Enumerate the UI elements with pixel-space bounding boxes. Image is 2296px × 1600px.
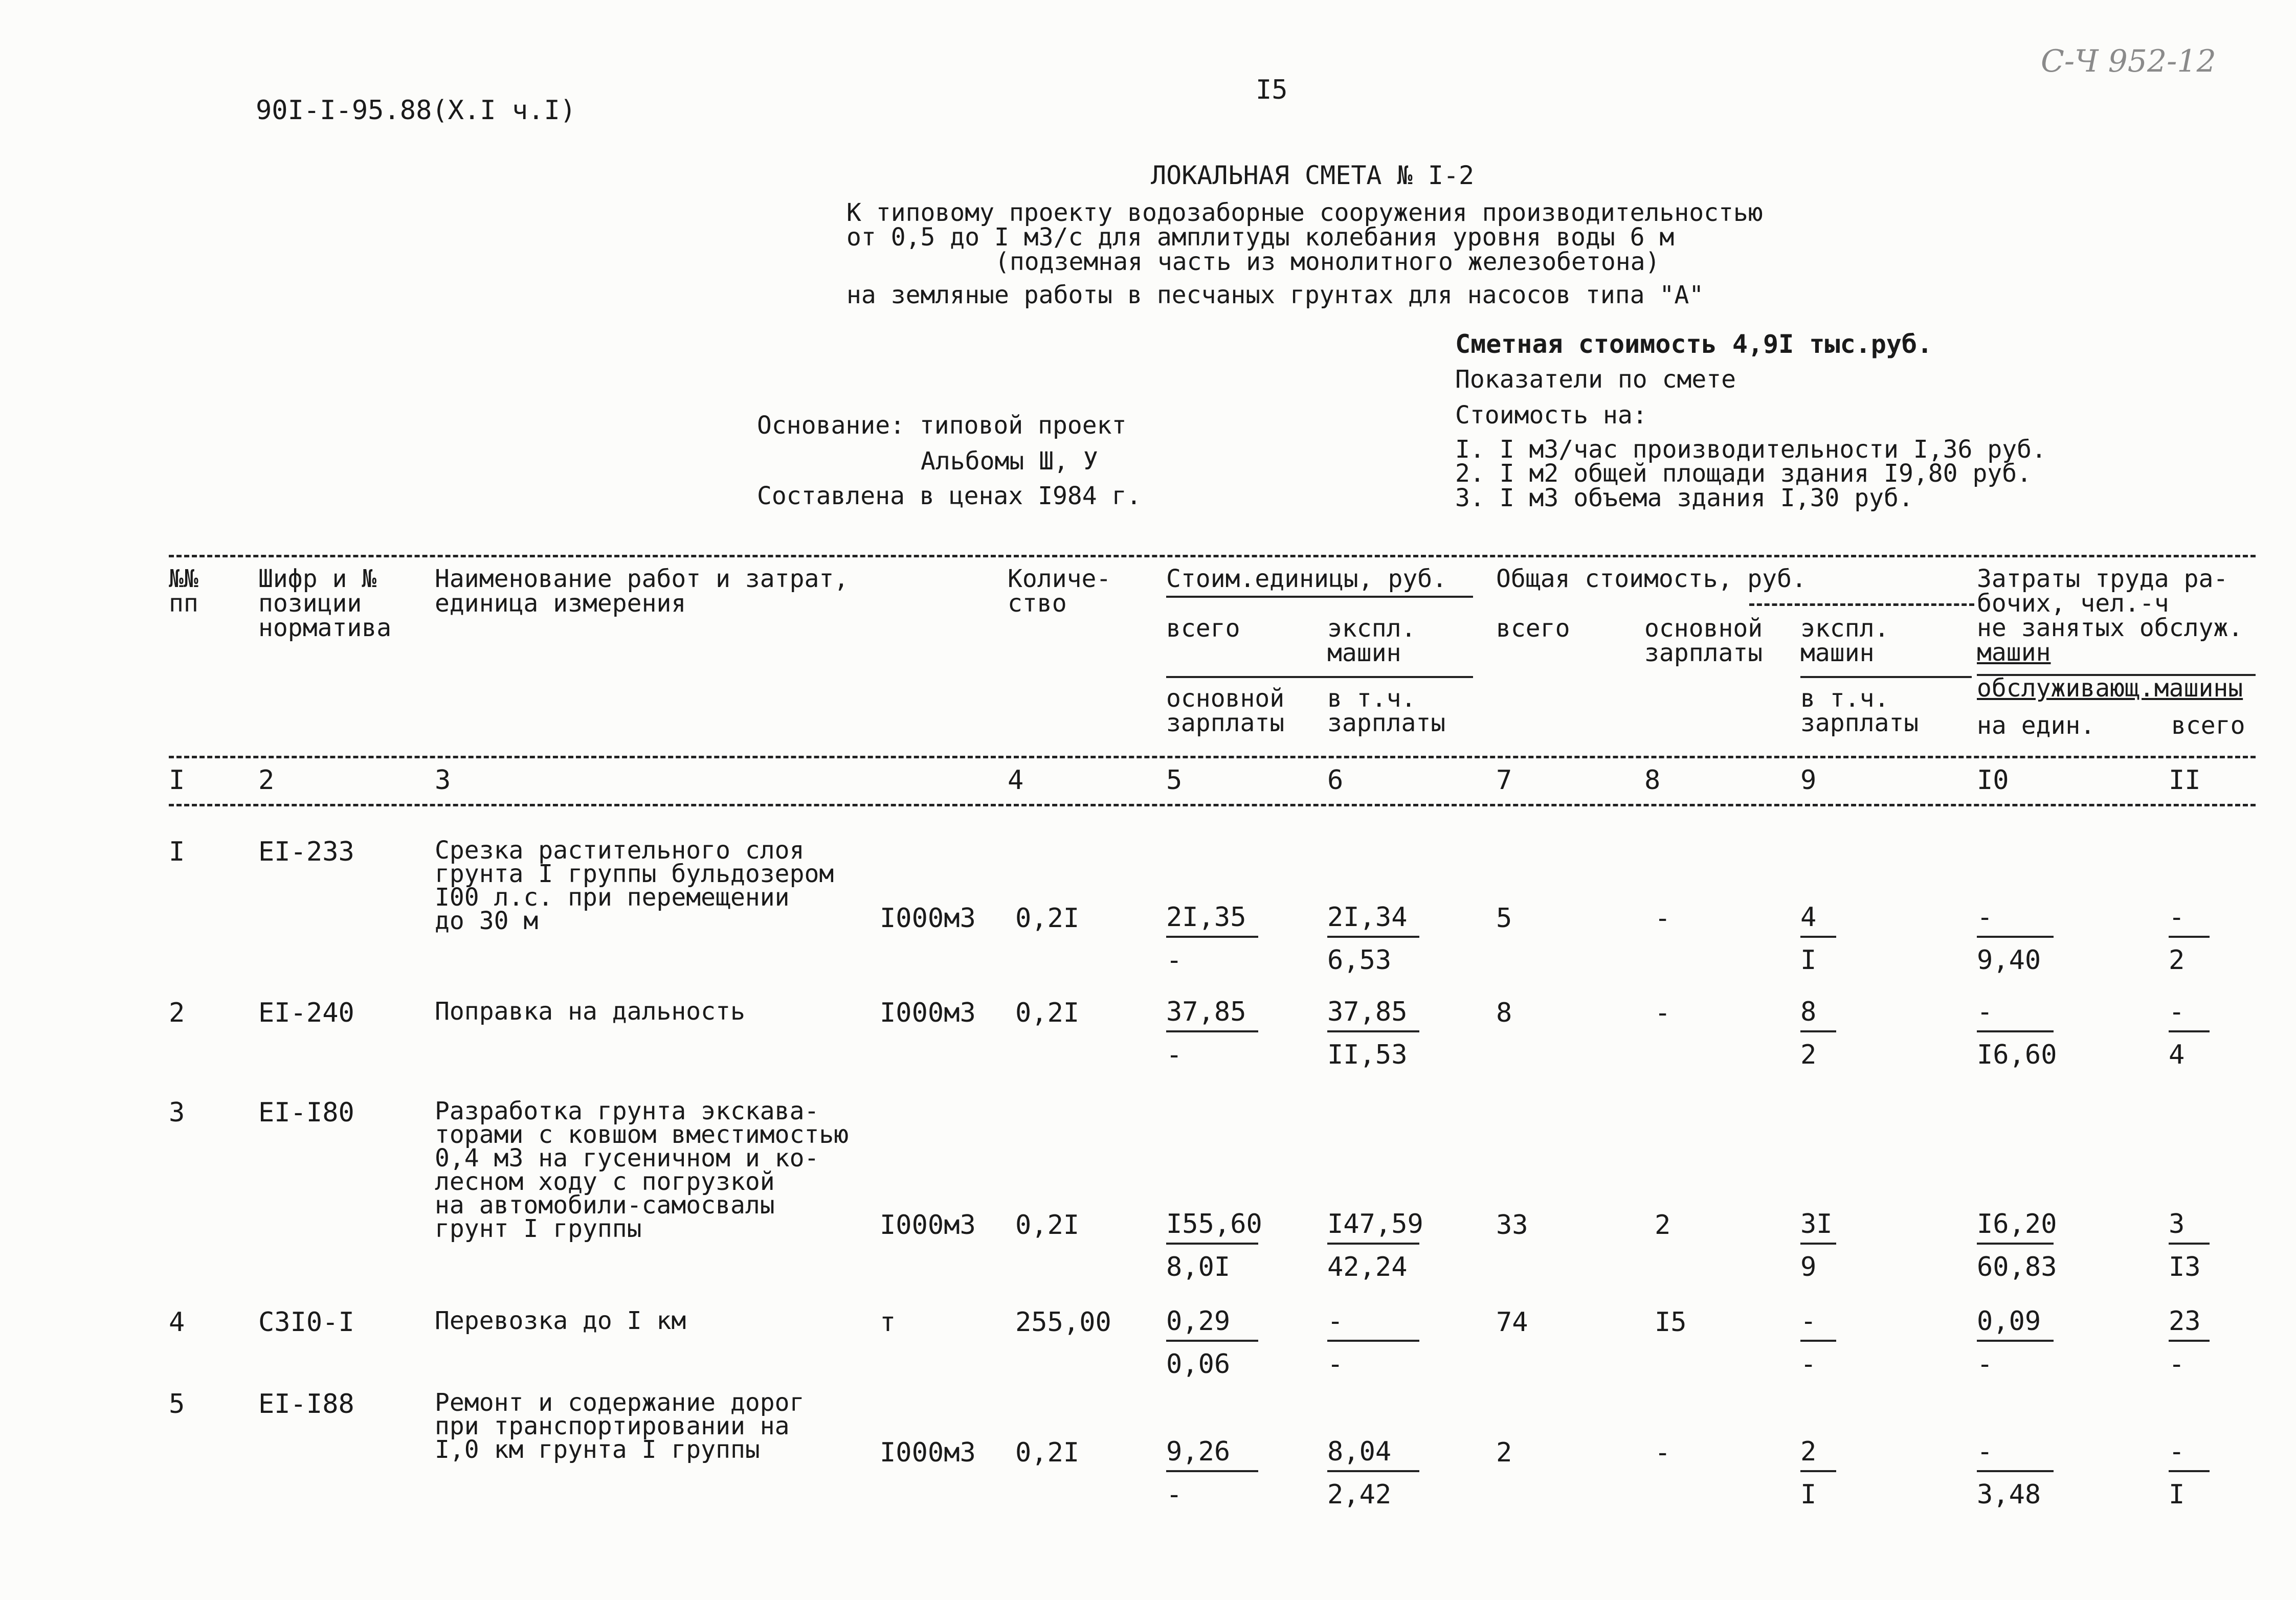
row-unit-cost-total-bottom: -	[1166, 1479, 1183, 1510]
row-labor-total-top: -	[2169, 997, 2185, 1027]
row-work-name	[435, 836, 834, 935]
row-code: EI-233	[258, 837, 354, 867]
header-col-9-rule	[1800, 676, 1972, 678]
basis-line-3: Составлена в ценах I984 г.	[757, 482, 1142, 510]
header-labor-subgroup: обслуживающ.машины	[1977, 674, 2243, 703]
row-unit-cost-total	[1166, 902, 1258, 976]
row-unit-cost-machines-bottom: 42,24	[1327, 1252, 1408, 1282]
row-total-machines-fraction-bar	[1800, 1030, 1836, 1032]
row-unit: I000м3	[880, 1437, 976, 1468]
row-labor-per-unit	[1977, 997, 2057, 1070]
header-unit-cost-rule	[1166, 596, 1473, 598]
row-unit-cost-machines	[1327, 1436, 1419, 1510]
row-labor-total-fraction-bar	[2169, 1243, 2210, 1245]
indicators-label: Показатели по смете	[1455, 365, 1736, 394]
row-labor-total-bottom: 2	[2169, 945, 2185, 976]
row-work-name-line: I,0 км грунта I группы	[435, 1435, 760, 1464]
row-labor-per-unit	[1977, 1209, 2057, 1282]
row-work-name-line: до 30 м	[435, 907, 539, 935]
row-unit-cost-machines-fraction-bar	[1327, 1340, 1419, 1342]
col-number-8: 8	[1644, 765, 1661, 796]
row-unit-cost-total-fraction-bar	[1166, 1030, 1258, 1032]
row-total-machines-top: 2	[1800, 1436, 1817, 1467]
row-code: C3I0-I	[258, 1307, 354, 1338]
row-labor-per-unit-bottom: 3,48	[1977, 1479, 2041, 1510]
row-unit-cost-total-bottom: -	[1166, 945, 1183, 976]
row-unit-cost-total-bottom: 0,06	[1166, 1349, 1231, 1380]
row-total-machines	[1800, 1209, 1836, 1282]
row-total-cost: 33	[1496, 1210, 1528, 1241]
row-labor-total-top: -	[2169, 902, 2185, 933]
row-unit-cost-machines-bottom: 6,53	[1327, 945, 1392, 976]
row-quantity: 0,2I	[1015, 1437, 1080, 1468]
row-unit: I000м3	[880, 1210, 976, 1241]
row-number: 3	[169, 1097, 185, 1128]
title-line-1: К типовому проекту водозаборные сооружения производительностью	[846, 198, 1763, 227]
header-col-1: №№ пп	[169, 565, 198, 618]
header-total-cost-rule	[1749, 603, 1974, 606]
row-unit-cost-total-bottom: -	[1166, 1040, 1183, 1070]
row-labor-total-top: -	[2169, 1436, 2185, 1467]
row-total-machines-bottom: 9	[1800, 1252, 1817, 1282]
row-work-name-line: Ремонт и содержание дорог	[435, 1388, 805, 1417]
row-unit-cost-machines-fraction-bar	[1327, 1030, 1419, 1032]
header-col-2: Шифр и № позиции норматива	[258, 565, 392, 642]
row-labor-per-unit-fraction-bar	[1977, 1030, 2054, 1032]
row-total-machines-top: 4	[1800, 902, 1817, 933]
row-total-machines-fraction-bar	[1800, 1470, 1836, 1472]
cost-item-3: 3. I м3 объема здания I,30 руб.	[1455, 484, 1913, 512]
header-col-10: на един.	[1977, 711, 2096, 740]
header-col-7: всего	[1496, 614, 1570, 643]
row-unit-cost-total	[1166, 1436, 1258, 1510]
basis-line-2: Альбомы Ш, У	[921, 447, 1098, 476]
row-labor-total-top: 3	[2169, 1209, 2185, 1240]
row-work-name-line: торами с ковшом вместимостью	[435, 1120, 849, 1149]
row-unit-cost-machines-bottom: -	[1327, 1349, 1344, 1380]
row-work-name	[435, 1306, 686, 1335]
row-work-name-line: Поправка на дальность	[435, 997, 745, 1026]
row-total-machines-top: -	[1800, 1306, 1817, 1337]
header-col-5-top: всего	[1166, 614, 1240, 643]
row-quantity: 0,2I	[1015, 903, 1080, 934]
row-labor-per-unit	[1977, 902, 2054, 976]
header-col-6-bottom: в т.ч. зарплаты	[1327, 684, 1446, 737]
row-work-name	[435, 1388, 805, 1464]
row-labor-total-fraction-bar	[2169, 936, 2210, 938]
row-labor-per-unit-bottom: -	[1977, 1349, 1993, 1380]
row-labor-total-bottom: 4	[2169, 1040, 2185, 1070]
row-work-name-line: I00 л.с. при перемещении	[435, 883, 790, 912]
row-work-name-line: Перевозка до I км	[435, 1306, 686, 1335]
row-unit-cost-machines-bottom: 2,42	[1327, 1479, 1392, 1510]
row-work-name-line: при транспортировании на	[435, 1412, 790, 1440]
cost-item-2: 2. I м2 общей площади здания I9,80 руб.	[1455, 459, 2032, 488]
row-unit-cost-machines-top: I47,59	[1327, 1209, 1423, 1240]
col-number-4: 4	[1008, 765, 1024, 796]
col-number-9: 9	[1800, 765, 1817, 796]
row-labor-per-unit-top: 0,09	[1977, 1306, 2041, 1337]
cost-item-1: I. I м3/час производительности I,36 руб.	[1455, 435, 2046, 464]
row-code: EI-I80	[258, 1097, 354, 1128]
row-unit-cost-machines-fraction-bar	[1327, 936, 1419, 938]
row-labor-total-bottom: I3	[2169, 1252, 2201, 1282]
header-unit-cost-group: Стоим.единицы, руб.	[1166, 565, 1447, 593]
estimated-cost: Сметная стоимость 4,9I тыс.руб.	[1455, 329, 1933, 359]
row-number: 2	[169, 998, 185, 1028]
row-total-machines-fraction-bar	[1800, 1340, 1836, 1342]
row-quantity: 0,2I	[1015, 1210, 1080, 1241]
col-number-3: 3	[435, 765, 451, 796]
row-total-machines	[1800, 1436, 1836, 1510]
row-unit-cost-machines-fraction-bar	[1327, 1243, 1419, 1245]
row-unit-cost-total-top: 9,26	[1166, 1436, 1231, 1467]
row-unit-cost-machines	[1327, 902, 1419, 976]
row-work-name-line: грунт I группы	[435, 1214, 642, 1243]
row-total-machines-top: 3I	[1800, 1209, 1833, 1240]
title-line-2: от 0,5 до I м3/с для амплитуды колебания уровня воды 6 м	[846, 223, 1675, 252]
column-numbers-rule	[169, 804, 2256, 806]
col-number-2: 2	[258, 765, 275, 796]
row-labor-per-unit-top: -	[1977, 997, 1993, 1027]
header-total-cost-group: Общая стоимость, руб.	[1496, 565, 1807, 593]
basis-line-1: Основание: типовой проект	[757, 411, 1127, 440]
row-labor-per-unit-bottom: I6,60	[1977, 1040, 2057, 1070]
row-work-name-line: 0,4 м3 на гусеничном и ко-	[435, 1144, 819, 1173]
row-total-machines-bottom: I	[1800, 1479, 1817, 1510]
row-unit-cost-total	[1166, 1306, 1258, 1380]
row-labor-total	[2169, 997, 2210, 1070]
header-col-8: основной зарплаты	[1644, 614, 1763, 667]
row-total-machines	[1800, 902, 1836, 976]
row-quantity: 255,00	[1015, 1307, 1111, 1338]
row-total-cost: 8	[1496, 998, 1512, 1028]
row-total-wages: -	[1655, 903, 1671, 934]
row-labor-per-unit-fraction-bar	[1977, 1243, 2054, 1245]
row-labor-total-fraction-bar	[2169, 1470, 2210, 1472]
row-work-name	[435, 1099, 849, 1241]
header-col-4: Количе- ство	[1008, 565, 1111, 618]
row-unit-cost-machines-top: -	[1327, 1306, 1344, 1337]
row-unit-cost-total-fraction-bar	[1166, 1470, 1258, 1472]
row-labor-total	[2169, 1436, 2210, 1510]
row-labor-total-fraction-bar	[2169, 1340, 2210, 1342]
table-top-rule	[169, 555, 2256, 557]
row-labor-per-unit-top: -	[1977, 1436, 1993, 1467]
row-unit-cost-total-top: 0,29	[1166, 1306, 1231, 1337]
row-unit: т	[880, 1307, 896, 1338]
row-labor-total-bottom: I	[2169, 1479, 2185, 1510]
row-labor-total	[2169, 902, 2210, 976]
header-unit-cost-sub-rule	[1166, 676, 1473, 678]
title-line-3: (подземная часть из монолитного железобетона)	[995, 247, 1660, 276]
row-total-wages: I5	[1655, 1307, 1687, 1338]
row-total-machines-top: 8	[1800, 997, 1817, 1027]
row-labor-total	[2169, 1209, 2210, 1282]
row-labor-per-unit-fraction-bar	[1977, 936, 2054, 938]
page-number: I5	[1256, 75, 1288, 105]
row-total-wages: 2	[1655, 1210, 1671, 1241]
row-total-cost: 74	[1496, 1307, 1528, 1338]
col-number-1: I	[169, 765, 185, 796]
row-total-cost: 5	[1496, 903, 1512, 934]
row-unit-cost-total-fraction-bar	[1166, 936, 1258, 938]
row-unit-cost-total-bottom: 8,0I	[1166, 1252, 1231, 1282]
header-bottom-rule	[169, 756, 2256, 758]
row-unit-cost-machines-top: 2I,34	[1327, 902, 1408, 933]
row-total-machines-bottom: I	[1800, 945, 1817, 976]
col-number-5: 5	[1166, 765, 1183, 796]
title-line-4: на земляные работы в песчаных грунтах для насосов типа "А"	[846, 281, 1704, 309]
header-col-5-bottom: основной зарплаты	[1166, 684, 1285, 737]
row-unit-cost-machines-bottom: II,53	[1327, 1040, 1408, 1070]
row-labor-per-unit	[1977, 1306, 2054, 1380]
row-work-name-line: на автомобили-самосвалы	[435, 1191, 775, 1220]
cost-on-label: Стоимость на:	[1455, 401, 1647, 430]
header-col-9-top: экспл. машин	[1800, 614, 1889, 667]
document-code: 90I-I-95.88(X.I ч.I)	[256, 95, 576, 126]
row-number: 5	[169, 1389, 185, 1419]
row-unit-cost-machines	[1327, 1306, 1419, 1380]
row-labor-total-fraction-bar	[2169, 1030, 2210, 1032]
row-number: I	[169, 837, 185, 867]
row-unit-cost-machines-top: 37,85	[1327, 997, 1408, 1027]
row-labor-total	[2169, 1306, 2210, 1380]
row-work-name-line: Срезка растительного слоя	[435, 836, 805, 865]
row-total-machines-bottom: -	[1800, 1349, 1817, 1380]
row-unit-cost-total-fraction-bar	[1166, 1243, 1258, 1245]
row-labor-per-unit	[1977, 1436, 2054, 1510]
col-number-11: II	[2169, 765, 2201, 796]
row-work-name-line: лесном ходу с погрузкой	[435, 1167, 775, 1196]
row-code: EI-240	[258, 998, 354, 1028]
row-unit-cost-total-top: 37,85	[1166, 997, 1246, 1027]
row-total-wages: -	[1655, 998, 1671, 1028]
row-total-machines-bottom: 2	[1800, 1040, 1817, 1070]
row-labor-total-bottom: -	[2169, 1349, 2185, 1380]
row-quantity: 0,2I	[1015, 998, 1080, 1028]
row-total-machines	[1800, 997, 1836, 1070]
row-unit-cost-machines	[1327, 997, 1419, 1070]
row-labor-per-unit-bottom: 9,40	[1977, 945, 2041, 976]
handwritten-mark: C-Ч 952-12	[2041, 43, 2216, 79]
col-number-10: I0	[1977, 765, 2009, 796]
row-unit-cost-machines-fraction-bar	[1327, 1470, 1419, 1472]
row-number: 4	[169, 1307, 185, 1338]
row-total-wages: -	[1655, 1437, 1671, 1468]
row-labor-per-unit-fraction-bar	[1977, 1340, 2054, 1342]
row-code: EI-I88	[258, 1389, 354, 1419]
header-col-3: Наименование работ и затрат, единица измерения	[435, 565, 849, 618]
row-work-name	[435, 997, 745, 1026]
header-labor-group: Затраты труда ра- бочих, чел.-ч не занятых обслуж. машин	[1977, 565, 2243, 667]
row-unit: I000м3	[880, 903, 976, 934]
row-work-name-line: грунта I группы бульдозером	[435, 860, 834, 888]
estimate-heading: ЛОКАЛЬНАЯ СМЕТА № I-2	[1151, 161, 1475, 190]
row-unit-cost-total	[1166, 997, 1258, 1070]
row-unit: I000м3	[880, 998, 976, 1028]
row-unit-cost-total-top: I55,60	[1166, 1209, 1262, 1240]
header-col-11: всего	[2171, 711, 2245, 740]
row-work-name-line: Разработка грунта экскава-	[435, 1097, 819, 1125]
row-total-machines-fraction-bar	[1800, 1243, 1836, 1245]
row-unit-cost-machines	[1327, 1209, 1423, 1282]
row-total-cost: 2	[1496, 1437, 1512, 1468]
row-unit-cost-total	[1166, 1209, 1262, 1282]
header-col-9-bottom: в т.ч. зарплаты	[1800, 684, 1919, 737]
row-labor-per-unit-top: -	[1977, 902, 1993, 933]
row-labor-per-unit-fraction-bar	[1977, 1470, 2054, 1472]
row-unit-cost-total-fraction-bar	[1166, 1340, 1258, 1342]
row-labor-per-unit-bottom: 60,83	[1977, 1252, 2057, 1282]
row-total-machines-fraction-bar	[1800, 936, 1836, 938]
header-col-6-top: экспл. машин	[1327, 614, 1416, 667]
row-unit-cost-total-top: 2I,35	[1166, 902, 1246, 933]
col-number-6: 6	[1327, 765, 1344, 796]
row-labor-total-top: 23	[2169, 1306, 2201, 1337]
col-number-7: 7	[1496, 765, 1512, 796]
row-labor-per-unit-top: I6,20	[1977, 1209, 2057, 1240]
row-total-machines	[1800, 1306, 1836, 1380]
row-unit-cost-machines-top: 8,04	[1327, 1436, 1392, 1467]
